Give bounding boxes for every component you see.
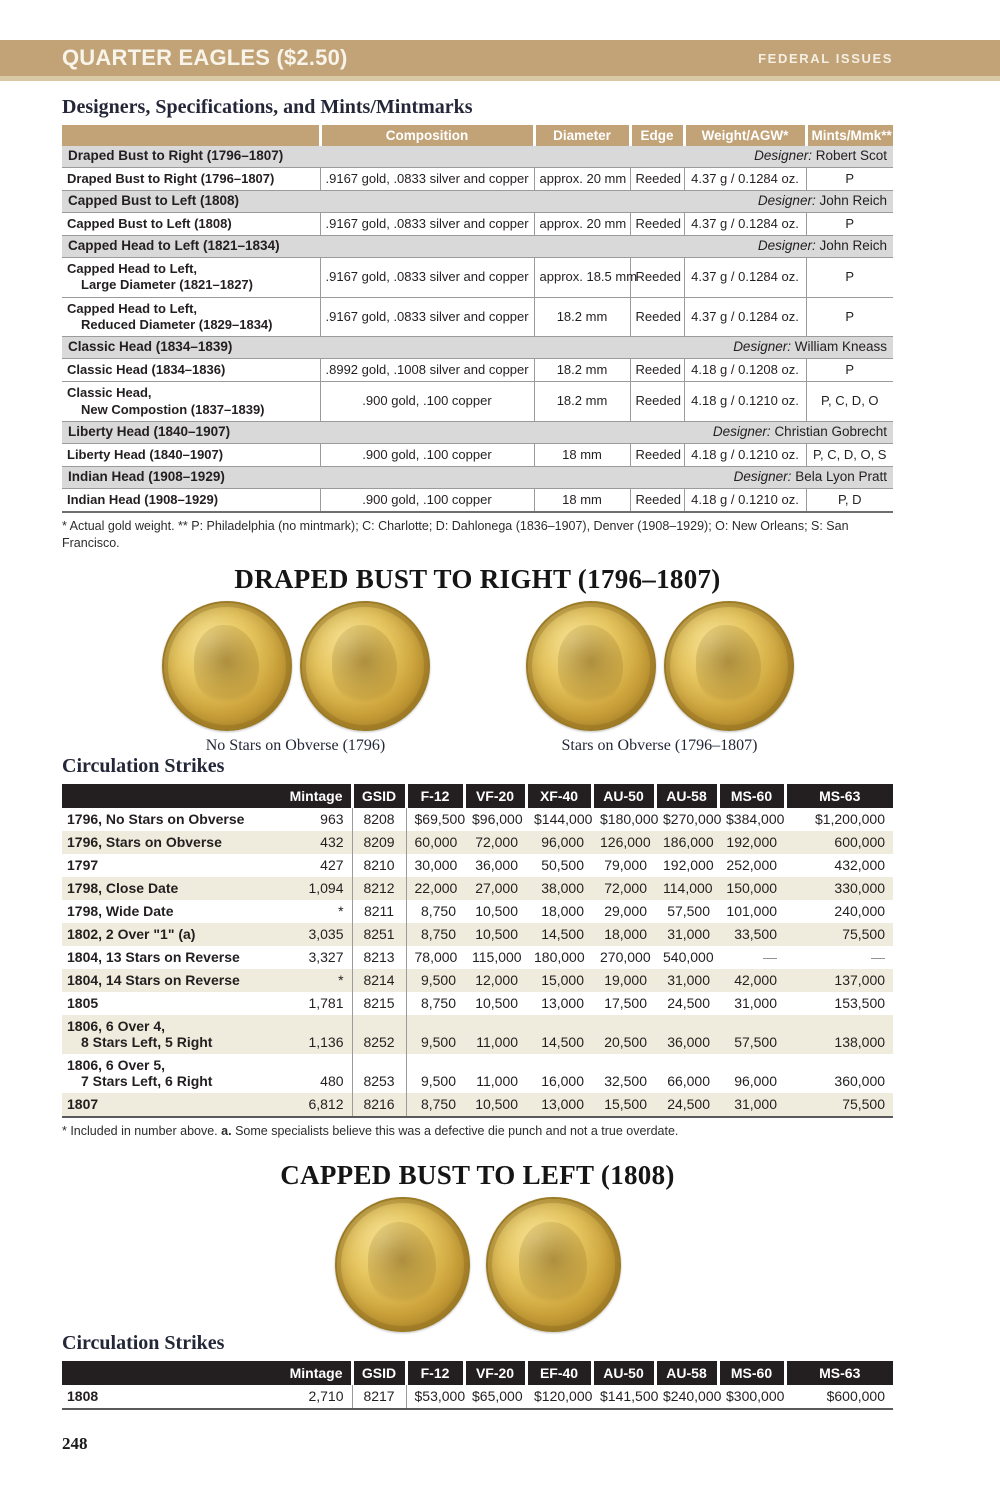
price-data-row — [62, 923, 893, 946]
cell-mintage: 480 — [320, 1073, 344, 1090]
cell-price: 17,500 — [604, 995, 648, 1012]
cell-price: 75,500 — [785, 1093, 893, 1117]
cell-price: 186,000 — [655, 831, 718, 854]
designer-name: William Kneass — [794, 339, 887, 355]
cell-price: 101,000 — [726, 903, 778, 920]
price-header-vf-20: VF-20 — [464, 784, 526, 808]
cell-mints: P — [806, 297, 893, 337]
spec-section-label: Capped Bust to Left (1808) — [68, 193, 240, 209]
cell-mintage: 3,327 — [308, 949, 344, 966]
cell-price: $240,000 — [655, 1385, 718, 1409]
cell-mintage: * — [272, 969, 352, 992]
cell-weight: 4.37 g / 0.1284 oz. — [684, 167, 806, 190]
price-header-mintage: Mintage — [62, 1361, 352, 1385]
draped-circulation-strikes-heading: Circulation Strikes — [62, 754, 225, 777]
cell-price: 96,000 — [526, 831, 592, 854]
cell-price: 57,500 — [718, 1015, 785, 1054]
cell-price: 8,750 — [406, 923, 464, 946]
draped-footnote — [62, 1123, 893, 1140]
cell-price: 57,500 — [667, 903, 711, 920]
coin-1808-reverse-icon — [486, 1197, 621, 1332]
cell-price: 14,500 — [526, 923, 592, 946]
cell-composition: .9167 gold, .0833 silver and copper — [320, 258, 534, 298]
cell-price: 31,000 — [734, 995, 778, 1012]
spec-section-row — [62, 337, 893, 359]
designer-label: Designer: — [733, 339, 795, 355]
cell-price: 12,000 — [464, 969, 526, 992]
cell-edge: Reeded — [630, 382, 684, 422]
coin-no-stars-reverse-icon — [300, 601, 430, 731]
cell-diameter: 18.2 mm — [534, 359, 630, 382]
cell-composition: .8992 gold, .1008 silver and copper — [320, 359, 534, 382]
coin-stars-obverse-icon — [526, 601, 656, 731]
price-header-ms-60: MS-60 — [718, 1361, 785, 1385]
cell-price: 31,000 — [655, 923, 718, 946]
price-header-gsid: GSID — [352, 1361, 406, 1385]
cell-mintage: 3,035 — [272, 923, 352, 946]
spec-header-edge: Edge — [630, 125, 684, 146]
cell-price: 18,000 — [541, 903, 585, 920]
cell-gsid: 8209 — [352, 831, 406, 854]
cell-price: 72,000 — [592, 877, 655, 900]
cell-price: 14,500 — [526, 1015, 592, 1054]
price-data-row — [62, 969, 893, 992]
cell-price: 27,000 — [464, 877, 526, 900]
coin-no-stars-obverse-icon — [162, 601, 292, 731]
footnote-a-text: Some specialists believe this was a defective die punch and not a true overdate. — [235, 1123, 679, 1138]
price-header-ef-40: EF-40 — [526, 1361, 592, 1385]
cell-edge: Reeded — [630, 359, 684, 382]
price-header-gsid: GSID — [352, 784, 406, 808]
cell-edge: Reeded — [630, 297, 684, 337]
cell-price: 8,750 — [406, 900, 464, 923]
spec-section-label: Liberty Head (1840–1907) — [68, 423, 231, 439]
cell-mintage: 432 — [272, 831, 352, 854]
cell-price: 360,000 — [834, 1073, 886, 1090]
cell-price: 13,000 — [526, 1093, 592, 1117]
spec-header-composition: Composition — [320, 125, 534, 146]
price-header-au-58: AU-58 — [655, 784, 718, 808]
cell-price: 30,000 — [406, 854, 464, 877]
spec-data-row — [62, 297, 893, 337]
cell-diameter: 18.2 mm — [534, 297, 630, 337]
cell-price: 8,750 — [406, 1093, 464, 1117]
cell-diameter: approx. 20 mm — [534, 167, 630, 190]
cell-price: 33,500 — [718, 923, 785, 946]
designer-name: John Reich — [819, 193, 887, 209]
cell-price: 22,000 — [406, 877, 464, 900]
designer-credit — [733, 339, 887, 356]
cell-price: 15,000 — [526, 969, 592, 992]
spec-data-row — [62, 213, 893, 236]
cell-issue-name: 1796, Stars on Obverse — [62, 831, 272, 854]
price-header-f-12: F-12 — [406, 1361, 464, 1385]
cell-price: 24,500 — [667, 995, 711, 1012]
cell-price: $180,000 — [600, 811, 659, 828]
cell-price: $384,000 — [726, 811, 785, 828]
page-title: QUARTER EAGLES ($2.50) — [62, 45, 348, 70]
cell-price: 115,000 — [472, 949, 522, 966]
cell-coin-type: Classic Head (1834–1836) — [62, 359, 320, 382]
cell-price: 270,000 — [600, 949, 651, 966]
cell-mintage: * — [338, 903, 344, 920]
cell-price: 137,000 — [785, 969, 893, 992]
cell-weight: 4.37 g / 0.1284 oz. — [684, 258, 806, 298]
cell-price: 20,500 — [592, 1015, 655, 1054]
cell-gsid: 8217 — [352, 1385, 406, 1409]
draped-price-table-head — [62, 784, 893, 808]
cell-issue-name: 1804, 14 Stars on Reverse — [62, 969, 272, 992]
spec-data-row — [62, 382, 893, 422]
cell-price: 29,000 — [604, 903, 648, 920]
cell-price: 42,000 — [718, 969, 785, 992]
cell-coin-type: Capped Bust to Left (1808) — [62, 213, 320, 236]
cell-gsid: 8208 — [352, 808, 406, 831]
spec-header-weight: Weight/AGW* — [684, 125, 806, 146]
cell-price: 10,500 — [475, 903, 519, 920]
specs-heading: Designers, Specifications, and Mints/Mintmarks — [62, 96, 473, 118]
cell-price: 78,000 — [406, 946, 464, 969]
cell-price: 36,000 — [655, 1015, 718, 1054]
price-data-row — [62, 1385, 893, 1409]
caption-stars: Stars on Obverse (1796–1807) — [561, 736, 758, 754]
cell-price: 16,000 — [541, 1073, 585, 1090]
cell-issue-name: 1806, 6 Over 5, 7 Stars Left, 6 Right — [67, 1057, 213, 1090]
spec-section-row — [62, 421, 893, 443]
spec-section-label: Classic Head (1834–1839) — [68, 339, 233, 355]
cell-price: 50,500 — [541, 857, 585, 874]
stars-coin-pair — [526, 601, 794, 731]
cell-price: 75,500 — [785, 923, 893, 946]
cell-coin-type: Liberty Head (1840–1907) — [62, 443, 320, 466]
price-data-row — [62, 854, 893, 877]
cell-price: 10,500 — [475, 995, 519, 1012]
cell-price: $96,000 — [472, 811, 523, 828]
cell-price: $69,500 — [406, 808, 464, 831]
price-header-f-12: F-12 — [406, 784, 464, 808]
cell-price: 252,000 — [726, 857, 778, 874]
cell-issue-name: 1806, 6 Over 4, 8 Stars Left, 5 Right — [62, 1015, 272, 1054]
cell-price: — — [763, 949, 778, 966]
spec-data-row — [62, 488, 893, 512]
price-header-mintage: Mintage — [62, 784, 352, 808]
spec-data-row — [62, 258, 893, 298]
designer-label: Designer: — [712, 423, 775, 439]
cell-weight: 4.18 g / 0.1210 oz. — [684, 488, 806, 512]
cell-price: 540,000 — [663, 949, 714, 966]
page-number: 248 — [62, 1434, 88, 1453]
price-data-row — [62, 1054, 893, 1093]
cell-price: $65,000 — [464, 1385, 526, 1409]
cell-coin-type: Indian Head (1908–1929) — [62, 488, 320, 512]
cell-mintage: 1,094 — [272, 877, 352, 900]
cell-price: 8,750 — [406, 992, 464, 1015]
designer-credit — [734, 469, 887, 486]
capped-price-table-body — [62, 1385, 893, 1409]
price-data-row — [62, 808, 893, 831]
cell-price: 66,000 — [667, 1073, 711, 1090]
cell-price: 9,500 — [406, 1015, 464, 1054]
cell-edge: Reeded — [630, 167, 684, 190]
spec-section-row — [62, 191, 893, 213]
cell-gsid: 8213 — [352, 946, 406, 969]
cell-issue-name: 1798, Close Date — [62, 877, 272, 900]
cell-price: $270,000 — [663, 811, 722, 828]
price-header-au-50: AU-50 — [592, 784, 655, 808]
cell-gsid: 8214 — [352, 969, 406, 992]
cell-gsid: 8212 — [352, 877, 406, 900]
cell-coin-type: Capped Head to Left, Reduced Diameter (1829–1834) — [62, 297, 320, 337]
spec-data-row — [62, 167, 893, 190]
cell-price: 24,500 — [655, 1093, 718, 1117]
designer-label: Designer: — [757, 193, 820, 209]
spec-section-cell — [62, 191, 893, 213]
spec-section-row — [62, 236, 893, 258]
cell-price: 31,000 — [718, 1093, 785, 1117]
cell-gsid: 8252 — [352, 1015, 406, 1054]
cell-issue-name: 1805 — [67, 995, 99, 1012]
cell-mintage: 963 — [320, 811, 344, 828]
price-data-row — [62, 1093, 893, 1117]
price-header-au-58: AU-58 — [655, 1361, 718, 1385]
price-header-row — [62, 1361, 893, 1385]
cell-issue-name: 1807 — [62, 1093, 272, 1117]
federal-issues-label: FEDERAL ISSUES — [758, 50, 893, 66]
cell-price: 126,000 — [592, 831, 655, 854]
designer-credit — [758, 238, 887, 255]
capped-price-table — [62, 1361, 893, 1410]
designer-name: John Reich — [819, 238, 887, 254]
cell-diameter: 18 mm — [534, 443, 630, 466]
cell-issue-name: 1798, Wide Date — [67, 903, 174, 920]
cell-gsid: 8253 — [352, 1054, 406, 1093]
cell-mints: P, C, D, O, S — [806, 443, 893, 466]
no-stars-coin-pair — [162, 601, 430, 731]
cell-mints: P — [806, 258, 893, 298]
cell-composition: .9167 gold, .0833 silver and copper — [320, 297, 534, 337]
cell-price: 18,000 — [592, 923, 655, 946]
cell-mints: P, D — [806, 488, 893, 512]
cell-price: $600,000 — [785, 1385, 893, 1409]
draped-price-table — [62, 784, 893, 1118]
cell-price: 38,000 — [526, 877, 592, 900]
cell-composition: .900 gold, .100 copper — [320, 443, 534, 466]
coin-1808-obverse-icon — [335, 1197, 470, 1332]
designer-credit — [754, 148, 887, 165]
cell-price: $53,000 — [406, 1385, 464, 1409]
cell-issue-name: 1802, 2 Over "1" (a) — [62, 923, 272, 946]
cell-price: $141,500 — [592, 1385, 655, 1409]
spec-section-cell — [62, 236, 893, 258]
cell-edge: Reeded — [630, 488, 684, 512]
cell-price: $1,200,000 — [814, 811, 886, 828]
price-header-xf-40: XF-40 — [526, 784, 592, 808]
cell-mints: P — [806, 167, 893, 190]
cell-price: 36,000 — [475, 857, 519, 874]
capped-bust-heading: CAPPED BUST TO LEFT (1808) — [280, 1159, 675, 1190]
spec-header-mints: Mints/Mmk** — [806, 125, 893, 146]
price-header-ms-63: MS-63 — [785, 1361, 893, 1385]
cell-gsid: 8210 — [352, 854, 406, 877]
spec-header-row — [62, 125, 893, 146]
caption-no-stars: No Stars on Obverse (1796) — [205, 736, 386, 754]
designer-label: Designer: — [733, 468, 796, 484]
cell-issue-name: 1808 — [62, 1385, 272, 1409]
designer-credit — [713, 424, 887, 441]
cell-price: $300,000 — [718, 1385, 785, 1409]
cell-weight: 4.18 g / 0.1210 oz. — [684, 443, 806, 466]
cell-price: — — [871, 949, 886, 966]
footnote-a-label: a. — [221, 1123, 232, 1138]
spec-header-diameter: Diameter — [534, 125, 630, 146]
cell-price: 9,500 — [406, 969, 464, 992]
price-data-row — [62, 831, 893, 854]
cell-price: 114,000 — [655, 877, 718, 900]
cell-mintage: 427 — [320, 857, 344, 874]
cell-weight: 4.18 g / 0.1208 oz. — [684, 359, 806, 382]
cell-coin-type: Draped Bust to Right (1796–1807) — [62, 167, 320, 190]
draped-bust-heading: DRAPED BUST TO RIGHT (1796–1807) — [234, 563, 721, 594]
cell-mints: P — [806, 359, 893, 382]
price-header-ms-60: MS-60 — [718, 784, 785, 808]
capped-coin-row — [62, 1197, 893, 1332]
cell-price: 240,000 — [834, 903, 886, 920]
cell-diameter: 18 mm — [534, 488, 630, 512]
cell-price: 60,000 — [406, 831, 464, 854]
price-data-row — [62, 946, 893, 969]
price-header-row — [62, 784, 893, 808]
cell-weight: 4.18 g / 0.1210 oz. — [684, 382, 806, 422]
cell-composition: .900 gold, .100 copper — [320, 488, 534, 512]
draped-coin-row — [62, 601, 893, 731]
cell-diameter: approx. 20 mm — [534, 213, 630, 236]
designer-label: Designer: — [754, 148, 816, 163]
coin-stars-reverse-icon — [664, 601, 794, 731]
cell-mints: P — [806, 213, 893, 236]
spec-data-row — [62, 359, 893, 382]
footnote-star-text: * Included in number above. — [62, 1123, 218, 1138]
cell-gsid: 8215 — [352, 992, 406, 1015]
capped-circulation-strikes-heading: Circulation Strikes — [62, 1331, 225, 1354]
price-data-row — [62, 992, 893, 1015]
cell-weight: 4.37 g / 0.1284 oz. — [684, 297, 806, 337]
cell-issue-name: 1796, No Stars on Obverse — [67, 811, 245, 828]
price-data-row — [62, 1015, 893, 1054]
cell-price: 79,000 — [604, 857, 648, 874]
cell-price: 13,000 — [541, 995, 585, 1012]
cell-price: 138,000 — [785, 1015, 893, 1054]
spec-data-row — [62, 443, 893, 466]
cell-price: 9,500 — [406, 1054, 464, 1093]
designer-credit — [758, 193, 887, 210]
cell-mints: P, C, D, O — [806, 382, 893, 422]
spec-table-body — [62, 146, 893, 512]
cell-issue-name: 1804, 13 Stars on Reverse — [67, 949, 240, 966]
cell-diameter: approx. 18.5 mm — [534, 258, 630, 298]
page-header-band — [0, 40, 1000, 81]
spec-section-label: Indian Head (1908–1929) — [68, 468, 225, 484]
cell-price: 150,000 — [718, 877, 785, 900]
cell-price: 330,000 — [785, 877, 893, 900]
cell-price: 96,000 — [734, 1073, 778, 1090]
cell-price: 192,000 — [663, 857, 714, 874]
cell-price: 432,000 — [834, 857, 886, 874]
cell-composition: .9167 gold, .0833 silver and copper — [320, 167, 534, 190]
cell-composition: .9167 gold, .0833 silver and copper — [320, 213, 534, 236]
cell-mintage: 1,136 — [272, 1015, 352, 1054]
spec-section-label: Draped Bust to Right (1796–1807) — [68, 148, 284, 163]
cell-edge: Reeded — [630, 213, 684, 236]
spec-section-cell — [62, 466, 893, 488]
cell-price: 32,500 — [604, 1073, 648, 1090]
cell-price: 600,000 — [785, 831, 893, 854]
cell-mintage: 2,710 — [272, 1385, 352, 1409]
cell-price: 192,000 — [718, 831, 785, 854]
cell-price: 11,000 — [464, 1015, 526, 1054]
cell-price: 15,500 — [592, 1093, 655, 1117]
cell-price: $120,000 — [526, 1385, 592, 1409]
draped-price-table-body — [62, 808, 893, 1117]
cell-edge: Reeded — [630, 443, 684, 466]
cell-gsid: 8216 — [352, 1093, 406, 1117]
spec-section-cell — [62, 146, 893, 167]
spec-header-blank — [62, 125, 320, 146]
cell-price: 72,000 — [464, 831, 526, 854]
cell-price: 10,500 — [464, 923, 526, 946]
spec-section-row — [62, 146, 893, 167]
spec-section-label: Capped Head to Left (1821–1834) — [68, 238, 280, 254]
cell-gsid: 8251 — [352, 923, 406, 946]
price-header-ms-63: MS-63 — [785, 784, 893, 808]
cell-price: 180,000 — [534, 949, 585, 966]
spec-section-row — [62, 466, 893, 488]
cell-price: $144,000 — [534, 811, 593, 828]
price-header-au-50: AU-50 — [592, 1361, 655, 1385]
designer-name: Christian Gobrecht — [774, 423, 887, 439]
cell-price: 10,500 — [464, 1093, 526, 1117]
cell-price: 11,000 — [476, 1073, 519, 1090]
cell-weight: 4.37 g / 0.1284 oz. — [684, 213, 806, 236]
cell-price: 153,500 — [834, 995, 886, 1012]
draped-caption-row — [62, 737, 893, 755]
spec-footnote: * Actual gold weight. ** P: Philadelphia (no mintmark); C: Charlotte; D: Dahlonega (1836–1907), Denver (1908–1929); O: New Orleans; S: San Francisco. — [62, 519, 849, 550]
spec-section-cell — [62, 337, 893, 359]
cell-edge: Reeded — [630, 258, 684, 298]
page-content — [62, 96, 893, 1410]
cell-coin-type: Classic Head, New Compostion (1837–1839) — [62, 382, 320, 422]
spec-section-cell — [62, 421, 893, 443]
price-header-vf-20: VF-20 — [464, 1361, 526, 1385]
designer-name: Robert Scot — [815, 148, 887, 163]
cell-mintage: 6,812 — [272, 1093, 352, 1117]
cell-issue-name: 1797 — [67, 857, 99, 874]
cell-diameter: 18.2 mm — [534, 382, 630, 422]
cell-gsid: 8211 — [352, 900, 406, 923]
cell-composition: .900 gold, .100 copper — [320, 382, 534, 422]
price-data-row — [62, 900, 893, 923]
capped-price-table-head — [62, 1361, 893, 1385]
designer-label: Designer: — [757, 238, 820, 254]
price-data-row — [62, 877, 893, 900]
specifications-table — [62, 125, 893, 513]
cell-price: 31,000 — [655, 969, 718, 992]
designer-name: Bela Lyon Pratt — [795, 468, 887, 484]
cell-mintage: 1,781 — [308, 995, 344, 1012]
cell-price: 19,000 — [592, 969, 655, 992]
cell-coin-type: Capped Head to Left, Large Diameter (1821–1827) — [62, 258, 320, 298]
